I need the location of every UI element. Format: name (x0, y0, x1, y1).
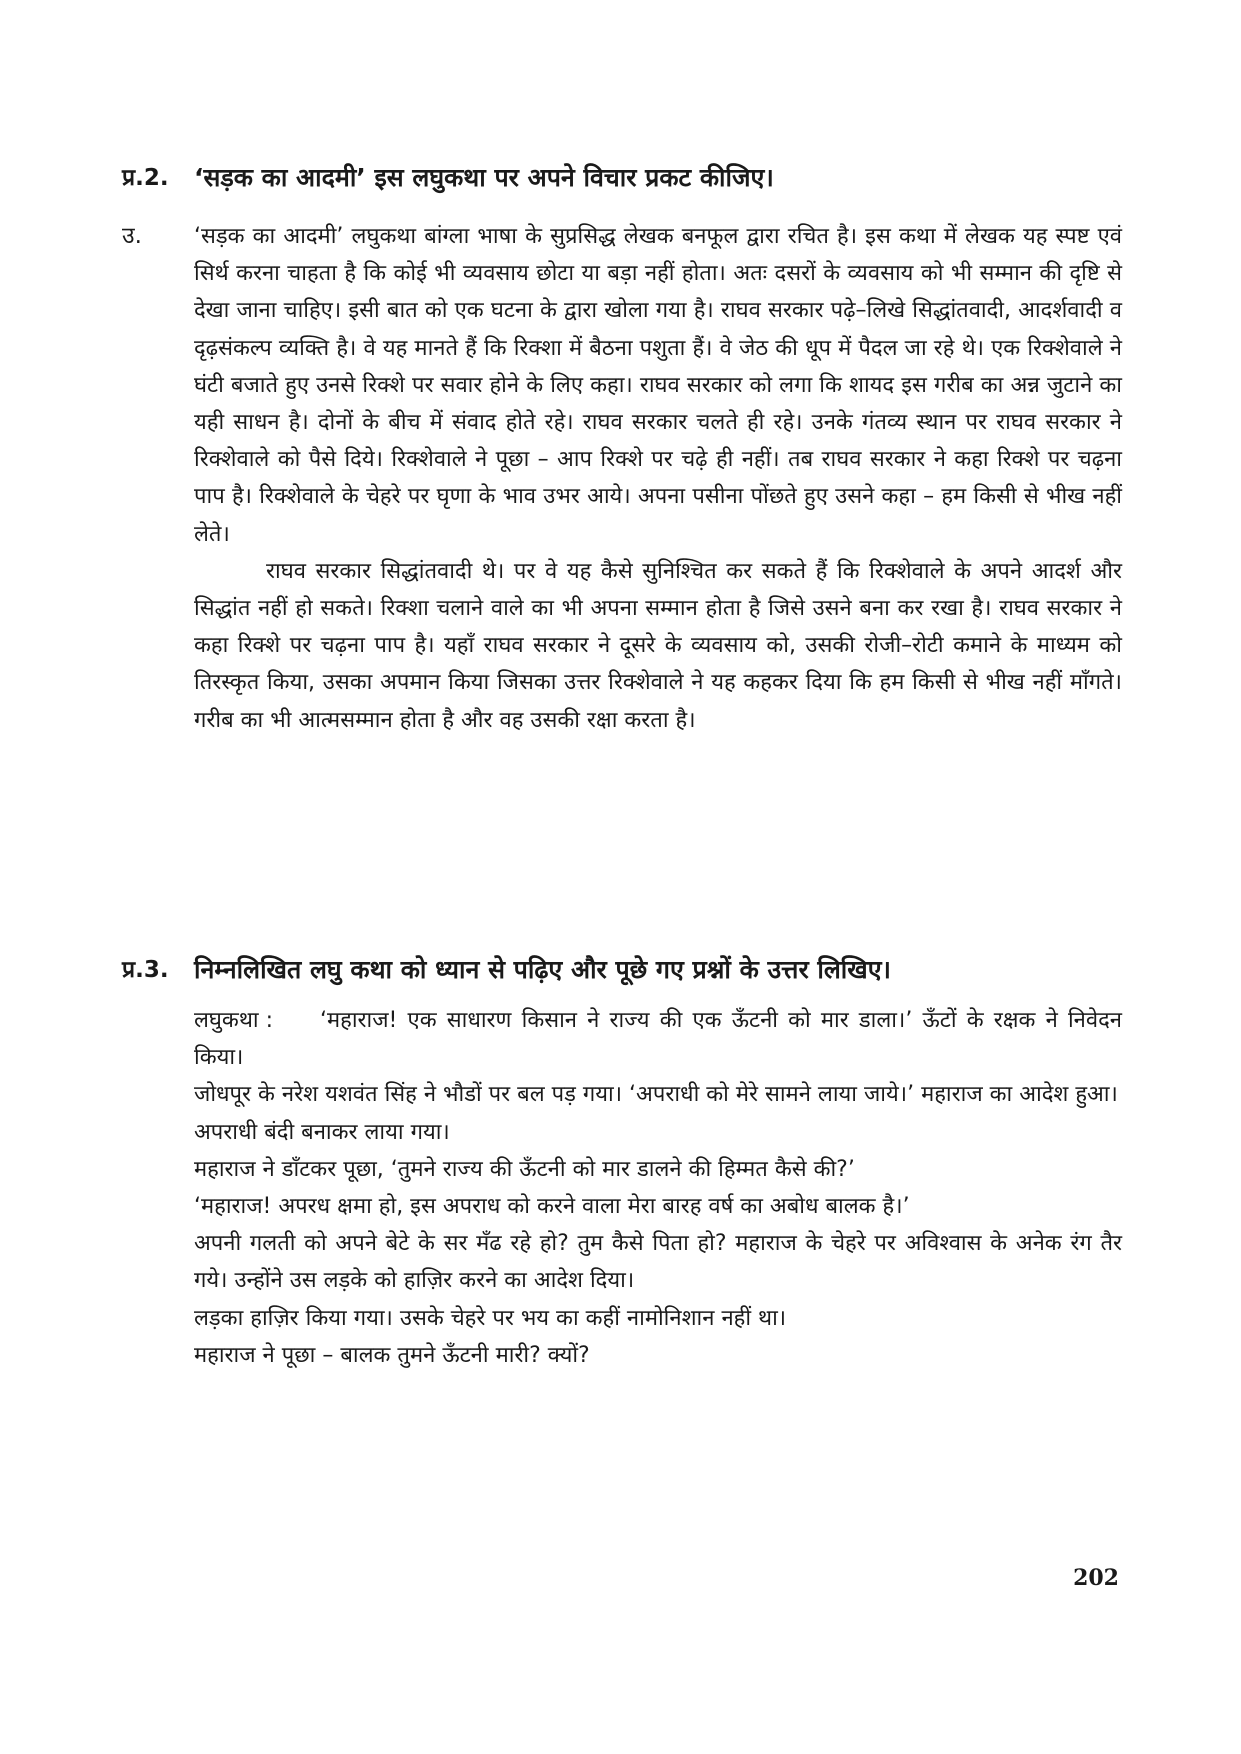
story-line-text: ‘महाराज! एक साधारण किसान ने राज्य की एक ऊँटनी को मार डाला।’ ऊँटों के रक्षक ने निवेदन किया। (194, 1008, 1122, 1071)
answer-body (194, 218, 1122, 739)
answer-paragraph-2: राघव सरकार सिद्धांतवादी थे। पर वे यह कैसे सुनिश्चित कर सकते हैं कि रिक्शेवाले के अपने आदर्श और सिद्धांत नहीं हो सकते। रिक्शा चलाने वाले का भी अपना सम्मान होता है जिसे उसने बना कर रखा है। राघव सरकार ने कहा रिक्शे पर चढ़ना पाप है। यहाँ राघव सरकार ने दूसरे के व्यवसाय को, उसकी रोजी–रोटी कमाने के माध्यम को तिरस्कृत किया, उसका अपमान किया जिसका उत्तर रिक्शेवाले ने यह कहकर दिया कि हम किसी से भीख नहीं माँगते। गरीब का भी आत्मसम्मान होता है और वह उसकी रक्षा करता है। (194, 558, 1122, 733)
question-text: ‘सड़क का आदमी’ इस लघुकथा पर अपने विचार प्रकट कीजिए। (194, 163, 774, 192)
short-story (194, 1002, 1122, 1374)
story-line: महाराज ने पूछा – बालक तुमने ऊँटनी मारी? क्यों? (194, 1342, 590, 1368)
answer-paragraph-1: ‘सड़क का आदमी’ लघुकथा बांग्ला भाषा के सुप्रसिद्ध लेखक बनफूल द्वारा रचित है। इस कथा में लेखक यह स्पष्ट एवं सिर्थ करना चाहता है कि कोई भी व्यवसाय छोटा या बड़ा नहीं होता। अतः दसरों के व्यवसाय को भी सम्मान की दृष्टि से देखा जाना चाहिए। इसी बात को एक घटना के द्वारा खोला गया है। राघव सरकार पढ़े–लिखे सिद्धांतवादी, आदर्शवादी व दृढ़संकल्प व्यक्ति है। वे यह मानते हैं कि रिक्शा में बैठना पशुता हैं। वे जेठ की धूप में पैदल जा रहे थे। एक रिक्शेवाले ने घंटी बजाते हुए उनसे रिक्शे पर सवार होने के लिए कहा। राघव सरकार को लगा कि शायद इस गरीब का अन्न जुटाने का यही साधन है। दोनों के बीच में संवाद होते रहे। राघव सरकार चलते ही रहे। उनके गंतव्य स्थान पर राघव सरकार ने रिक्शेवाले को पैसे दिये। रिक्शेवाले ने पूछा – आप रिक्शे पर चढ़े ही नहीं। तब राघव सरकार ने कहा रिक्शे पर चढ़ना पाप है। रिक्शेवाले के चेहरे पर घृणा के भाव उभर आये। अपना पसीना पोंछते हुए उसने कहा – हम किसी से भीख नहीं लेते। (194, 224, 1122, 547)
question-text: निम्नलिखित लघु कथा को ध्यान से पढ़िए और पूछे गए प्रश्नों के उत्तर लिखिए। (194, 955, 892, 984)
answer-2 (122, 218, 1122, 739)
story-line: लड़का हाज़िर किया गया। उसके चेहरे पर भय का कहीं नामोनिशान नहीं था। (194, 1305, 787, 1331)
question-number: प्र.2. (122, 165, 169, 191)
story-line: ‘महाराज! अपरध क्षमा हो, इस अपराध को करने वाला मेरा बारह वर्ष का अबोध बालक है।’ (194, 1194, 910, 1220)
story-label: लघुकथा : (194, 1008, 273, 1033)
story-line: अपराधी बंदी बनाकर लाया गया। (194, 1119, 450, 1145)
answer-label: उ. (122, 223, 142, 249)
question-3 (122, 952, 1122, 988)
story-line: जोधपूर के नरेश यशवंत सिंह ने भौडों पर बल पड़ गया। ‘अपराधी को मेरे सामने लाया जाये।’ महाराज का आदेश हुआ। (194, 1082, 1118, 1108)
story-line: अपनी गलती को अपने बेटे के सर मँढ रहे हो? तुम कैसे पिता हो? महाराज के चेहरे पर अविश्वास के अनेक रंग तैर गये। उन्होंने उस लड़के को हाज़िर करने का आदेश दिया। (194, 1231, 1122, 1294)
page-number: 202 (1073, 1565, 1119, 1591)
story-line: महाराज ने डाँटकर पूछा, ‘तुमने राज्य की ऊँटनी को मार डालने की हिम्मत कैसे की?’ (194, 1156, 855, 1182)
question-number: प्र.3. (122, 957, 169, 983)
question-2 (122, 160, 1122, 196)
story-line (194, 1002, 1122, 1076)
